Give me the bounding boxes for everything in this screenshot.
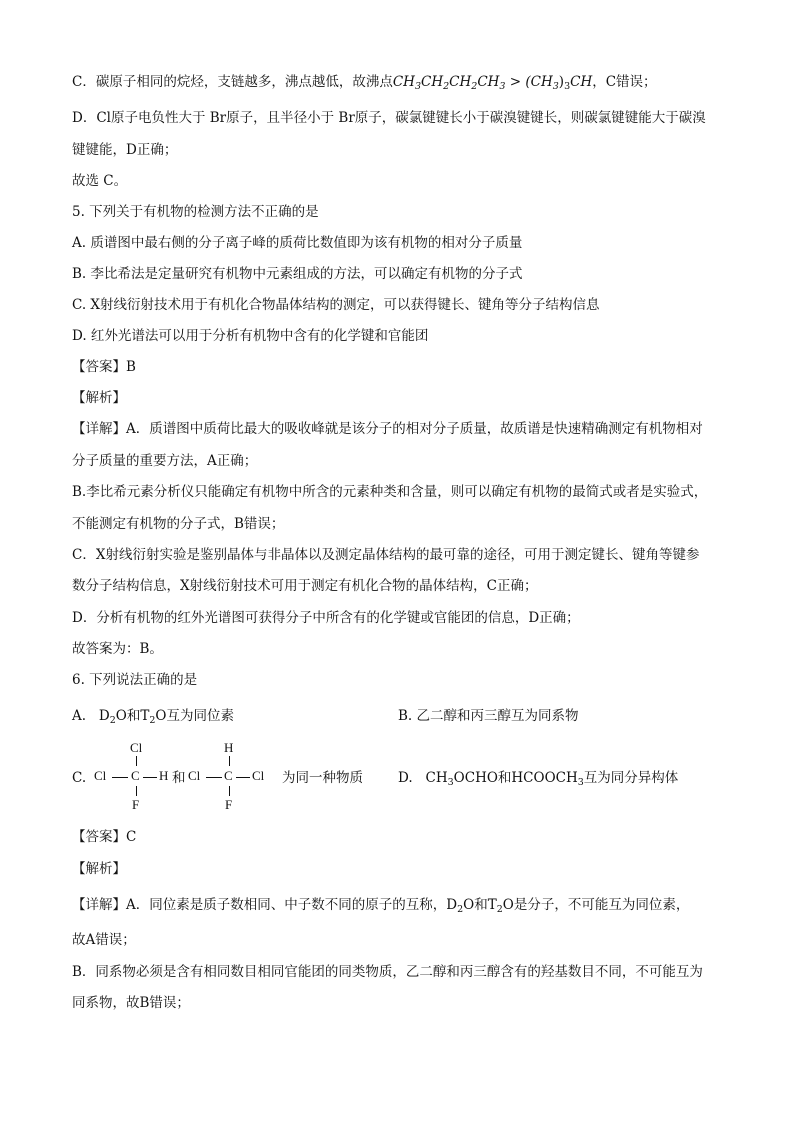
explanation-5-line1: 【详解】A．质谱图中质荷比最大的吸收峰就是该分子的相对分子质量，故质谱是快速精确测定有机物相对 xyxy=(72,421,703,437)
structure-formula-2 xyxy=(188,740,278,812)
bond-bottom xyxy=(229,786,230,796)
subscript: 3 xyxy=(577,777,584,788)
formula-part: ) xyxy=(558,74,565,90)
subscript: 2 xyxy=(109,715,116,726)
subscript: 2 xyxy=(149,715,156,726)
explanation-5-line5: C．X射线衍射实验是鉴别晶体与非晶体以及测定晶体结构的最可靠的途径，可用于测定键长、键角等键参 xyxy=(72,547,700,563)
option-label: A. xyxy=(72,708,87,724)
explanation-5-line4: 不能测定有机物的分子式，B错误； xyxy=(72,516,285,532)
formula-part: CH xyxy=(449,74,472,90)
text: 【详解】A．同位素是质子数相同、中子数不同的原子的互称， xyxy=(72,897,447,913)
bond-left xyxy=(112,777,128,778)
text: 互为同分异构体 xyxy=(583,770,679,786)
explanation-6-line2: 故A错误； xyxy=(72,932,136,948)
bond-top xyxy=(136,756,137,766)
question-5-option-b: B. 李比希法是定量研究有机物中元素组成的方法，可以确定有机物的分子式 xyxy=(72,266,523,282)
question-6-option-a xyxy=(72,706,234,731)
formula-part: O和T xyxy=(115,708,150,724)
atom-left: Cl xyxy=(188,768,201,783)
explanation-5-line3: B.李比希元素分析仪只能确定有机物中所含的元素种类和含量，则可以确定有机物的最简式或者是实验式， xyxy=(72,484,708,500)
explanation-6-line4: 同系物，故B错误； xyxy=(72,995,190,1011)
option-d-previous-line2: 键键能，D正确； xyxy=(72,142,178,158)
question-5-option-d: D. 红外光谱法可以用于分析有机物中含有的化学键和官能团 xyxy=(72,328,429,344)
question-5-option-a: A. 质谱图中最右侧的分子离子峰的质荷比数值即为该有机物的相对分子质量 xyxy=(72,235,523,251)
subscript: 3 xyxy=(552,81,559,92)
formula-part: D xyxy=(98,708,110,724)
bond-right xyxy=(236,777,250,778)
explanation-6-line3: B．同系物必须是含有相同数目相同官能团的同类物质，乙二醇和丙三醇含有的羟基数目不同，不可能互为 xyxy=(72,964,703,980)
text: ，C错误； xyxy=(592,74,657,90)
subscript: 2 xyxy=(471,81,478,92)
atom-center: C xyxy=(224,768,233,783)
option-d-previous-line1: D．Cl原子电负性大于 Br原子，且半径小于 Br原子，碳氯键键长小于碳溴键键长，则碳氯键键能大于碳溴 xyxy=(72,110,706,126)
formula-part: CH xyxy=(425,770,448,786)
atom-bottom: F xyxy=(225,797,233,812)
formula-part: CH xyxy=(477,74,500,90)
subscript: 3 xyxy=(499,81,506,92)
analysis-6-heading: 【解析】 xyxy=(72,861,126,877)
formula-part: O和T xyxy=(463,897,497,913)
analysis-5-heading: 【解析】 xyxy=(72,390,126,406)
subscript: 3 xyxy=(447,777,454,788)
explanation-5-line7: D．分析有机物的红外光谱图可获得分子中所含有的化学键或官能团的信息，D正确； xyxy=(72,610,580,626)
question-6-option-c-and: 和 xyxy=(172,770,186,786)
formula-part: CH xyxy=(570,74,593,90)
subscript: 3 xyxy=(564,81,571,92)
answer-5: 【答案】B xyxy=(72,359,136,375)
option-c-previous xyxy=(72,72,657,97)
question-6-option-c-rest: 为同一种物质 xyxy=(282,770,363,786)
formula-part: CH xyxy=(421,74,444,90)
bond-bottom xyxy=(136,786,137,796)
question-6: 6. 下列说法正确的是 xyxy=(72,672,198,688)
atom-left: Cl xyxy=(94,768,107,783)
explanation-5-line8: 故答案为：B。 xyxy=(72,641,163,657)
subscript: 3 xyxy=(414,81,421,92)
question-5-option-c: C. X射线衍射技术用于有机化合物晶体结构的测定，可以获得键长、键角等分子结构信息 xyxy=(72,297,600,313)
answer-6: 【答案】C xyxy=(72,829,137,845)
atom-bottom: F xyxy=(132,797,140,812)
atom-top: Cl xyxy=(130,740,143,755)
text: O互为同位素 xyxy=(155,708,234,724)
formula-part: D xyxy=(446,897,458,913)
atom-right: Cl xyxy=(252,768,265,783)
bond-right xyxy=(143,777,157,778)
subscript: 2 xyxy=(443,81,450,92)
formula-part: OCHO和HCOOCH xyxy=(453,770,578,786)
option-label: D. xyxy=(398,770,413,786)
bond-top xyxy=(229,756,230,766)
text: O是分子，不可能互为同位素， xyxy=(502,897,690,913)
atom-center: C xyxy=(131,768,140,783)
subscript: 2 xyxy=(457,904,464,915)
explanation-5-line6: 数分子结构信息，X射线衍射技术可用于测定有机化合物的晶体结构，C正确； xyxy=(72,578,538,594)
pick-c: 故选 C。 xyxy=(72,173,128,189)
question-6-option-d xyxy=(398,768,678,793)
atom-right: H xyxy=(159,768,169,783)
subscript: 2 xyxy=(496,904,503,915)
question-6-option-c-label: C. xyxy=(72,770,87,786)
explanation-5-line2: 分子质量的重要方法，A正确； xyxy=(72,453,258,469)
atom-top: H xyxy=(224,740,234,755)
bond-left xyxy=(206,777,222,778)
formula-part: CH xyxy=(392,74,415,90)
question-6-option-b: B. 乙二醇和丙三醇互为同系物 xyxy=(398,708,579,724)
explanation-6-line1 xyxy=(72,895,689,920)
structure-formula-1 xyxy=(94,740,174,812)
question-5: 5. 下列关于有机物的检测方法不正确的是 xyxy=(72,204,319,220)
formula-part: > (CH xyxy=(505,74,553,90)
text: C．碳原子相同的烷烃，支链越多，沸点越低，故沸点 xyxy=(72,74,393,90)
